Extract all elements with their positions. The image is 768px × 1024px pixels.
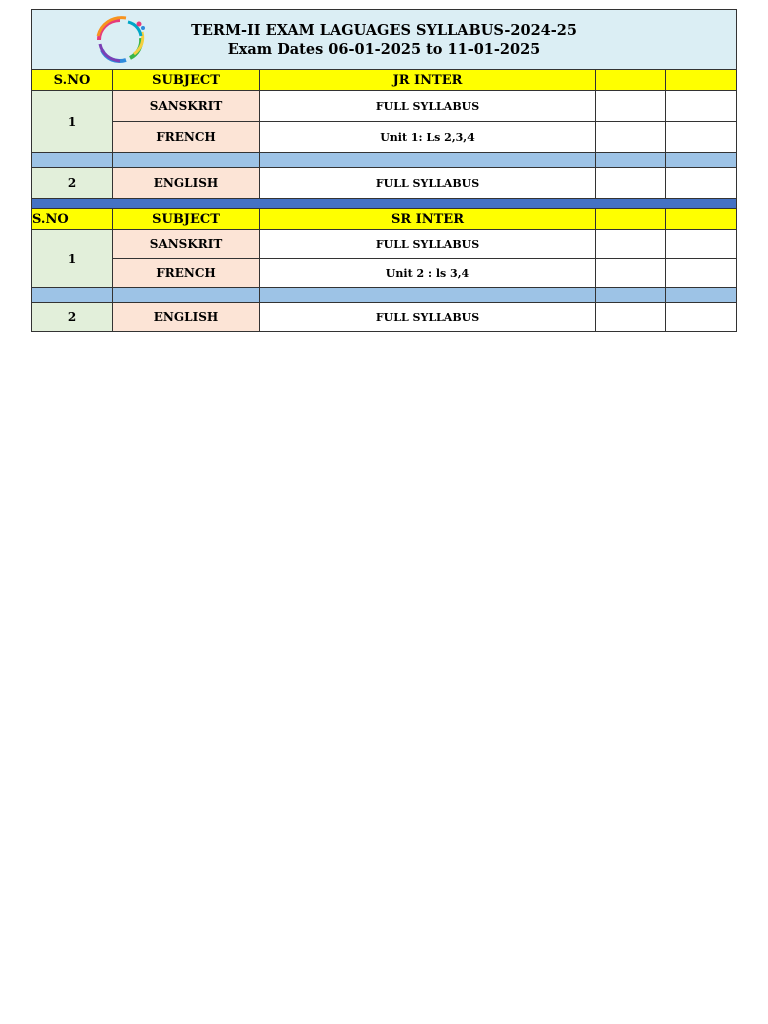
sno-cell: 2 <box>32 303 113 332</box>
blank-header-cell <box>596 209 666 230</box>
col-subject-header: SUBJECT <box>113 70 260 91</box>
blank-cell <box>596 122 666 153</box>
subject-cell: SANSKRIT <box>113 91 260 122</box>
blank-cell <box>666 303 737 332</box>
separator-cell <box>666 153 737 168</box>
blank-header-cell <box>596 70 666 91</box>
table-row <box>32 230 737 259</box>
separator-cell <box>32 288 113 303</box>
syllabus-cell: FULL SYLLABUS <box>260 168 596 199</box>
separator-cell <box>113 153 260 168</box>
title-cell <box>32 10 737 70</box>
blank-cell <box>596 168 666 199</box>
separator-cell <box>596 153 666 168</box>
blank-cell <box>596 303 666 332</box>
blank-cell <box>596 91 666 122</box>
subject-cell: FRENCH <box>113 122 260 153</box>
syllabus-cell: FULL SYLLABUS <box>260 91 596 122</box>
separator-cell <box>666 288 737 303</box>
subject-cell: ENGLISH <box>113 303 260 332</box>
divider-cell <box>32 199 737 209</box>
table-row <box>32 91 737 122</box>
blank-cell <box>666 168 737 199</box>
jr-header-row <box>32 70 737 91</box>
subject-cell: ENGLISH <box>113 168 260 199</box>
sno-cell: 1 <box>32 91 113 153</box>
table-row <box>32 303 737 332</box>
separator-cell <box>113 288 260 303</box>
table-row <box>32 122 737 153</box>
sno-cell: 2 <box>32 168 113 199</box>
separator-cell <box>32 153 113 168</box>
col-sr-inter-header: SR INTER <box>260 209 596 230</box>
exam-dates: Exam Dates 06-01-2025 to 11-01-2025 <box>227 40 541 58</box>
blank-cell <box>666 122 737 153</box>
blank-header-cell <box>666 209 737 230</box>
syllabus-cell: FULL SYLLABUS <box>260 230 596 259</box>
table-row <box>32 259 737 288</box>
col-sno-header: S.NO <box>32 209 113 230</box>
col-jr-inter-header: JR INTER <box>260 70 596 91</box>
syllabus-cell: FULL SYLLABUS <box>260 303 596 332</box>
separator-row <box>32 153 737 168</box>
blank-cell <box>666 91 737 122</box>
blank-cell <box>666 230 737 259</box>
subject-cell: SANSKRIT <box>113 230 260 259</box>
sno-cell: 1 <box>32 230 113 288</box>
separator-cell <box>596 288 666 303</box>
col-sno-header: S.NO <box>32 70 113 91</box>
subject-cell: FRENCH <box>113 259 260 288</box>
swirl-logo-icon <box>90 14 150 66</box>
col-subject-header: SUBJECT <box>113 209 260 230</box>
blank-cell <box>596 259 666 288</box>
separator-cell <box>260 153 596 168</box>
blank-cell <box>596 230 666 259</box>
sr-header-row <box>32 209 737 230</box>
blank-cell <box>666 259 737 288</box>
syllabus-sheet <box>31 9 737 332</box>
syllabus-cell: Unit 1: Ls 2,3,4 <box>260 122 596 153</box>
table-row <box>32 168 737 199</box>
syllabus-cell: Unit 2 : ls 3,4 <box>260 259 596 288</box>
page-title: TERM-II EXAM LAGUAGES SYLLABUS-2024-25 <box>191 21 577 39</box>
separator-row <box>32 288 737 303</box>
separator-cell <box>260 288 596 303</box>
section-divider <box>32 199 737 209</box>
blank-header-cell <box>666 70 737 91</box>
